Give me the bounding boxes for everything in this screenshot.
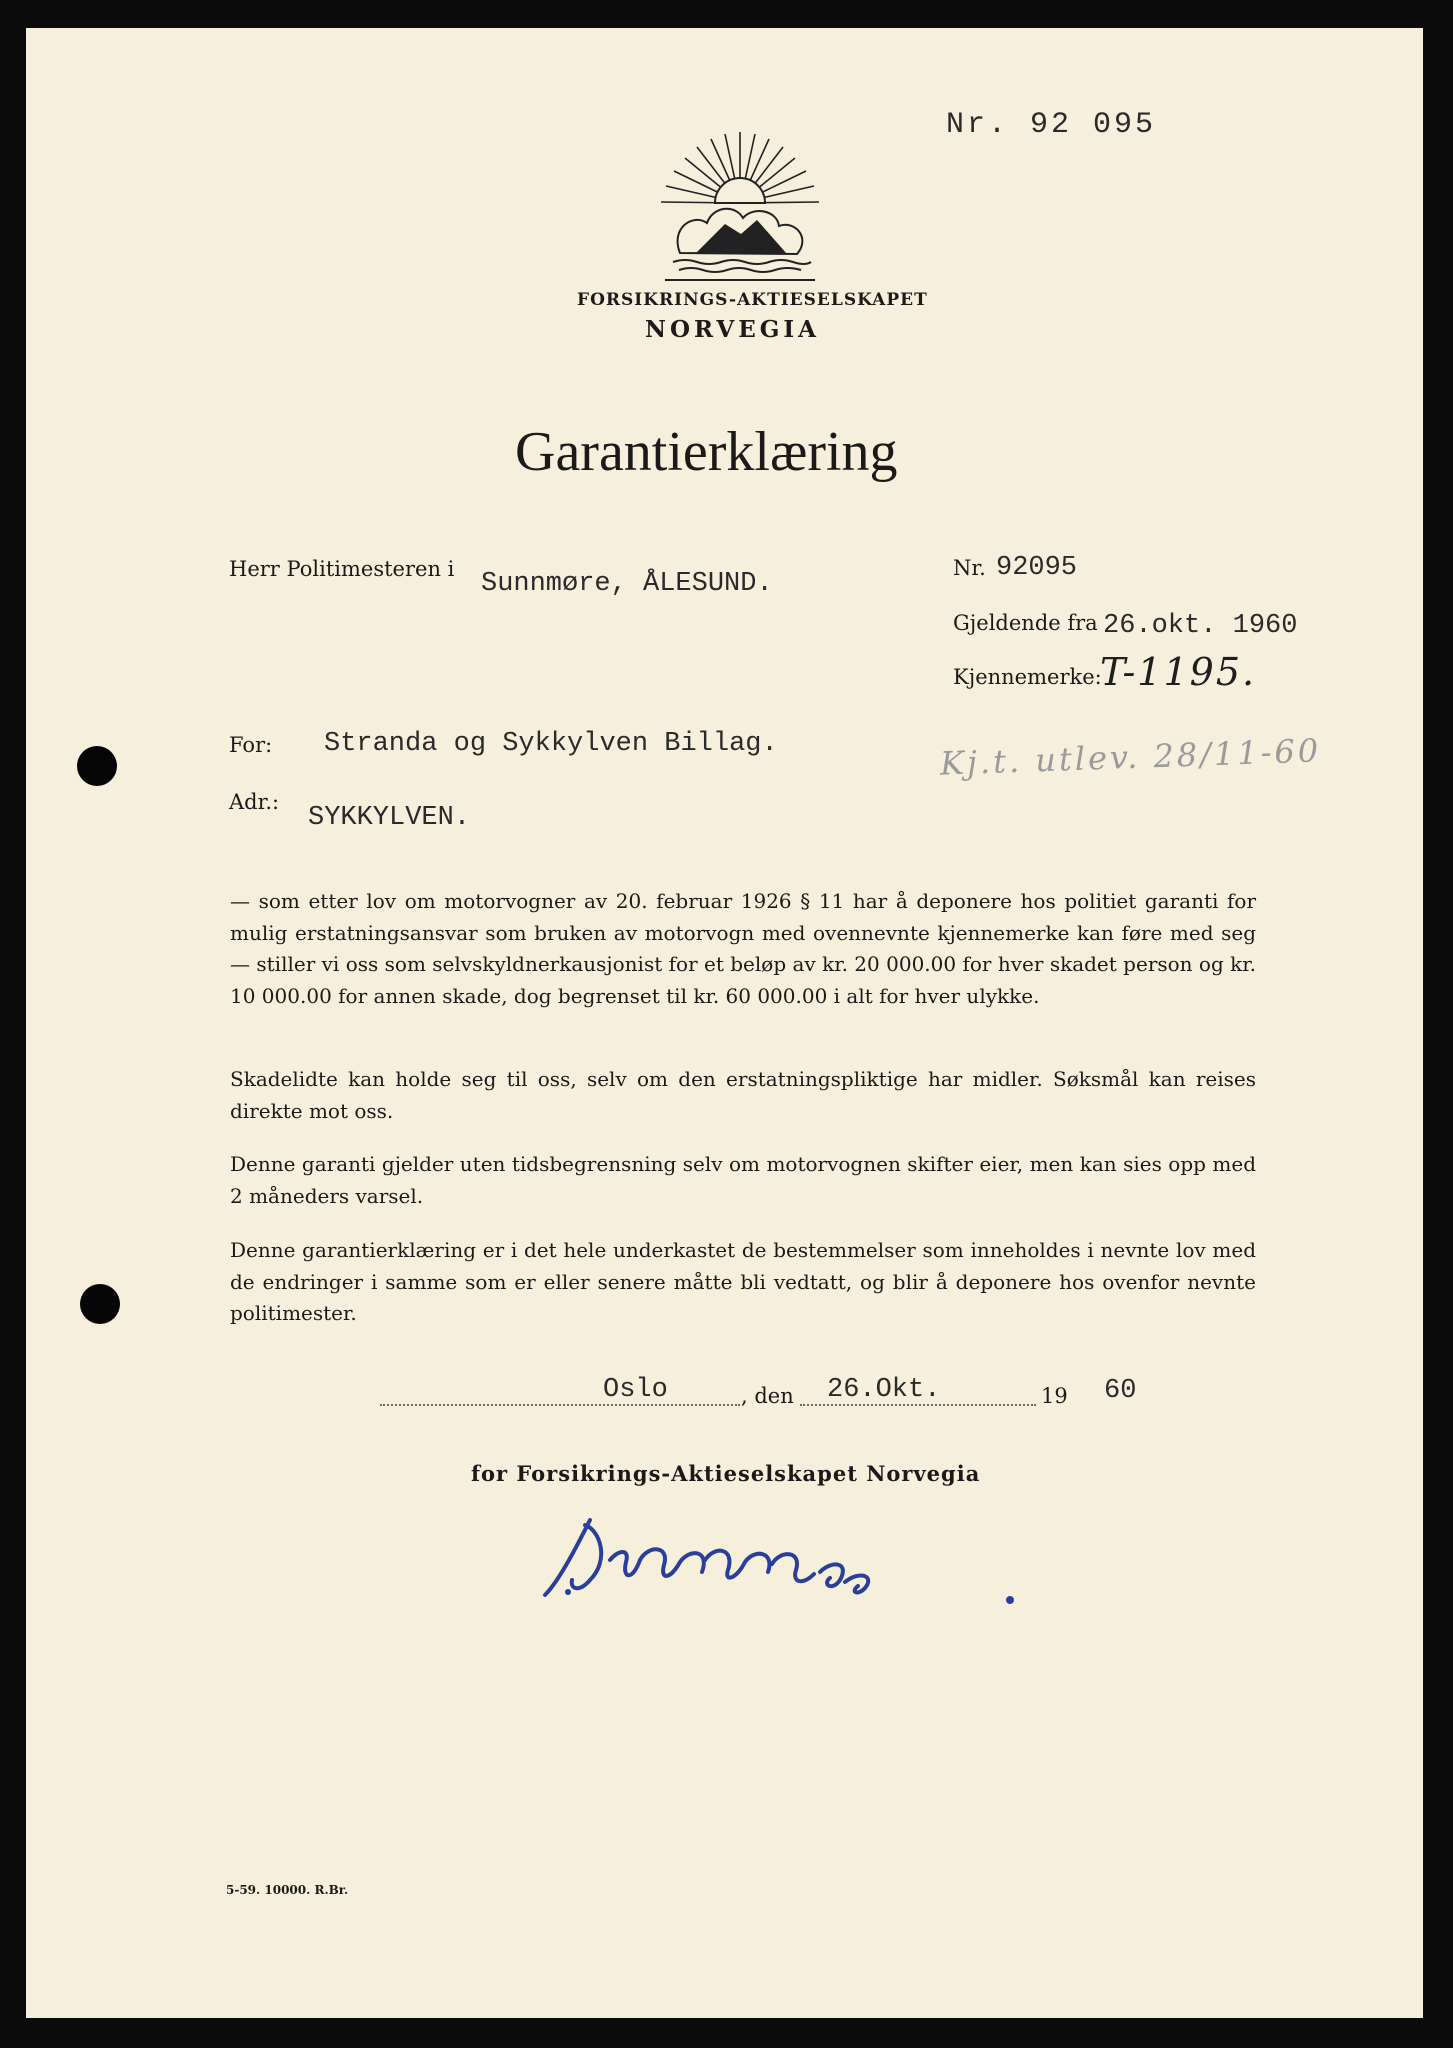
address-label: Adr.: [229, 790, 280, 814]
address-value: SYKKYLVEN. [308, 803, 471, 833]
number-stamp: Nr. 92 095 [946, 108, 1157, 142]
for-value: Stranda og Sykkylven Billag. [324, 729, 778, 759]
nr-label: Nr. [953, 556, 986, 580]
paragraph-duration: Denne garanti gjelder uten tidsbegrensning selv om motorvognen skifter eier, men kan sies opp med 2 måneders varsel. [230, 1152, 1256, 1208]
addressee-label: Herr Politimesteren i [229, 557, 455, 581]
date-prefix: , den [741, 1384, 794, 1408]
nr-value: 92095 [996, 553, 1078, 583]
print-code: 5-59. 10000. R.Br. [226, 1883, 349, 1897]
signature-handwritten [540, 1500, 1030, 1620]
paragraph-claimant-rights: Skadelidte kan holde seg til oss, selv om den erstatningspliktige har midler. Søksmål kan reises direkte mot oss. [230, 1067, 1256, 1123]
year-value: 60 [1104, 1376, 1137, 1406]
valid-from-value: 26.okt. 1960 [1103, 611, 1298, 641]
pencil-note: Kj.t. utlev. 28/11-60 [939, 731, 1322, 783]
company-name: NORVEGIA [645, 316, 820, 343]
company-prefix: FORSIKRINGS-AKTIESELSKAPET [577, 290, 928, 310]
punch-hole-top [77, 746, 117, 786]
paragraph-guarantee-terms: — som etter lov om motorvogner av 20. februar 1926 § 11 har å deponere hos politiet garanti for mulig erstatningsansvar som bruken av motorvogn med ovennevnte kjennemerke kan føre med seg — stiller vi oss som selvskyldnerkausjonist for et beløp av kr. 20 000.00 for hver skadet person og kr. 10 000.00 for annen skade, dog begrenset til kr. 60 000.00 i alt for hver ulykke. [230, 889, 1256, 1008]
plate-value-handwritten: T-1195. [1100, 650, 1257, 694]
punch-hole-bottom [80, 1284, 120, 1324]
addressee-value: Sunnmøre, ÅLESUND. [481, 569, 773, 599]
date-value: 26.Okt. [827, 1375, 941, 1405]
plate-label: Kjennemerke: [953, 665, 1102, 689]
century-label: 19 [1041, 1384, 1068, 1408]
signature-caption: for Forsikrings-Aktieselskapet Norvegia [471, 1461, 981, 1486]
paragraph-legal-basis: Denne garantierklæring er i det hele underkastet de bestemmelser som inneholdes i nevnte lov med de endringer i samme som er eller senere måtte bli vedtatt, og blir å deponere hos ovenfor nevnte politimester. [230, 1238, 1256, 1325]
document-title: Garantierklæring [515, 421, 898, 483]
place-value: Oslo [603, 1375, 668, 1405]
rising-sun-logo [655, 128, 825, 288]
for-label: For: [229, 733, 273, 757]
place-dotted-line [380, 1404, 740, 1406]
valid-from-label: Gjeldende fra [953, 611, 1098, 635]
